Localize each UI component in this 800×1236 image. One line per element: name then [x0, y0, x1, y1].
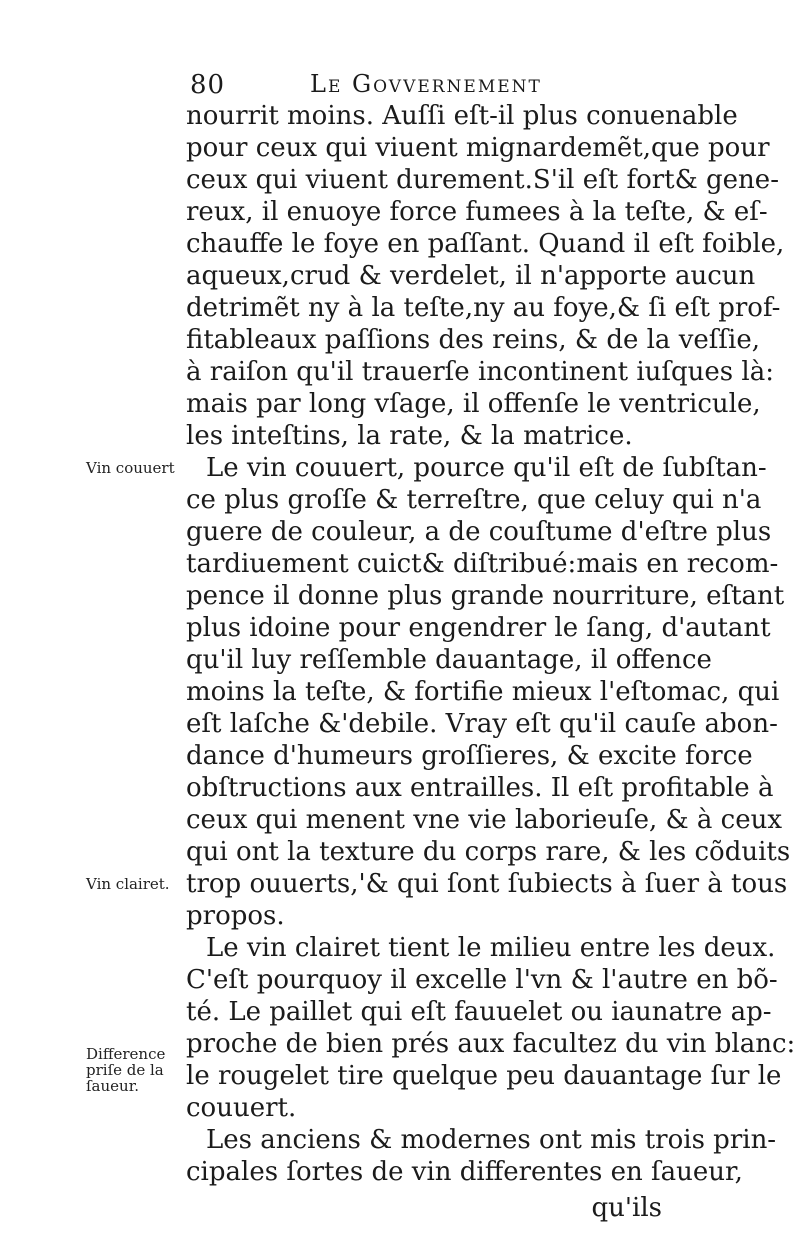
- text-line: aqueux,crud & verdelet, il n'apporte aucun: [186, 261, 756, 291]
- text-line: trop ouuerts,'& qui ſont ſubiects à ſuer à tous: [186, 869, 788, 899]
- catchword: qu'ils: [591, 1193, 662, 1223]
- text-line: proche de bien prés aux facultez du vin blanc:: [186, 1029, 796, 1059]
- text-line: guere de couleur, a de couſtume d'eſtre plus: [186, 517, 772, 547]
- text-line: dance d'humeurs groſſieres, & excite force: [186, 741, 753, 771]
- text-line: ceux qui viuent durement.S'il eſt fort& gene-: [186, 165, 779, 195]
- text-line: eſt laſche &'debile. Vray eſt qu'il cauſe abon-: [186, 709, 778, 739]
- text-line: Le vin couuert, pource qu'il eſt de ſubſtan-: [206, 453, 767, 483]
- text-line: qu'il luy reſſemble dauantage, il offence: [186, 645, 712, 675]
- text-line: plus idoine pour engendrer le ſang, d'autant: [186, 613, 771, 643]
- text-line: Le vin clairet tient le milieu entre les deux.: [206, 933, 776, 963]
- text-line: chauffe le foye en paſſant. Quand il eſt foible,: [186, 229, 785, 259]
- text-line: nourrit moins. Auſſi eſt-il plus conuenable: [186, 101, 738, 131]
- text-line: couuert.: [186, 1093, 297, 1123]
- margin-note-line: priſe de la: [86, 1061, 164, 1079]
- text-line: propos.: [186, 901, 285, 931]
- text-line: qui ont la texture du corps rare, & les cõduits: [186, 837, 791, 867]
- running-title: Le Govvernement: [310, 70, 542, 98]
- text-line: Les anciens & modernes ont mis trois prin-: [206, 1125, 777, 1155]
- text-line: pour ceux qui viuent mignardemẽt,que pour: [186, 133, 770, 163]
- margin-note-line: ſaueur.: [86, 1077, 139, 1095]
- text-line: à raiſon qu'il trauerſe incontinent iuſques là:: [186, 357, 774, 387]
- text-line: cipales ſortes de vin differentes en ſaueur,: [186, 1157, 743, 1187]
- text-line: pence il donne plus grande nourriture, eſtant: [186, 581, 785, 611]
- text-line: fitableaux paſſions des reins, & de la veſſie,: [186, 325, 760, 355]
- margin-note-vin-couuert: Vin couuert: [86, 459, 175, 477]
- text-line: moins la teſte, & fortifie mieux l'eſtomac, qui: [186, 677, 780, 707]
- text-line: mais par long vſage, il offenſe le ventricule,: [186, 389, 761, 419]
- text-line: detrimẽt ny à la teſte,ny au foye,& ſi eſt prof-: [186, 293, 781, 323]
- text-line: le rougelet tire quelque peu dauantage ſur le: [186, 1061, 782, 1091]
- text-line: ce plus groſſe & terreſtre, que celuy qui n'a: [186, 485, 762, 515]
- text-line: C'eſt pourquoy il excelle l'vn & l'autre en bõ-: [186, 965, 778, 995]
- text-line: tardiuement cuict& diſtribué:mais en recom-: [186, 549, 779, 579]
- margin-note-difference: [86, 1046, 184, 1094]
- text-line: obſtructions aux entrailles. Il eſt profitable à: [186, 773, 774, 803]
- margin-note-vin-clairet: Vin clairet.: [86, 875, 170, 893]
- text-line: reux, il enuoye force fumees à la teſte, & eſ-: [186, 197, 768, 227]
- text-line: té. Le paillet qui eſt fauuelet ou iaunatre ap-: [186, 997, 772, 1027]
- page-number: 80: [190, 70, 226, 100]
- text-line: ceux qui menent vne vie laborieuſe, & à ceux: [186, 805, 783, 835]
- margin-note-line: Difference: [86, 1045, 166, 1063]
- text-line: les inteſtins, la rate, & la matrice.: [186, 421, 633, 451]
